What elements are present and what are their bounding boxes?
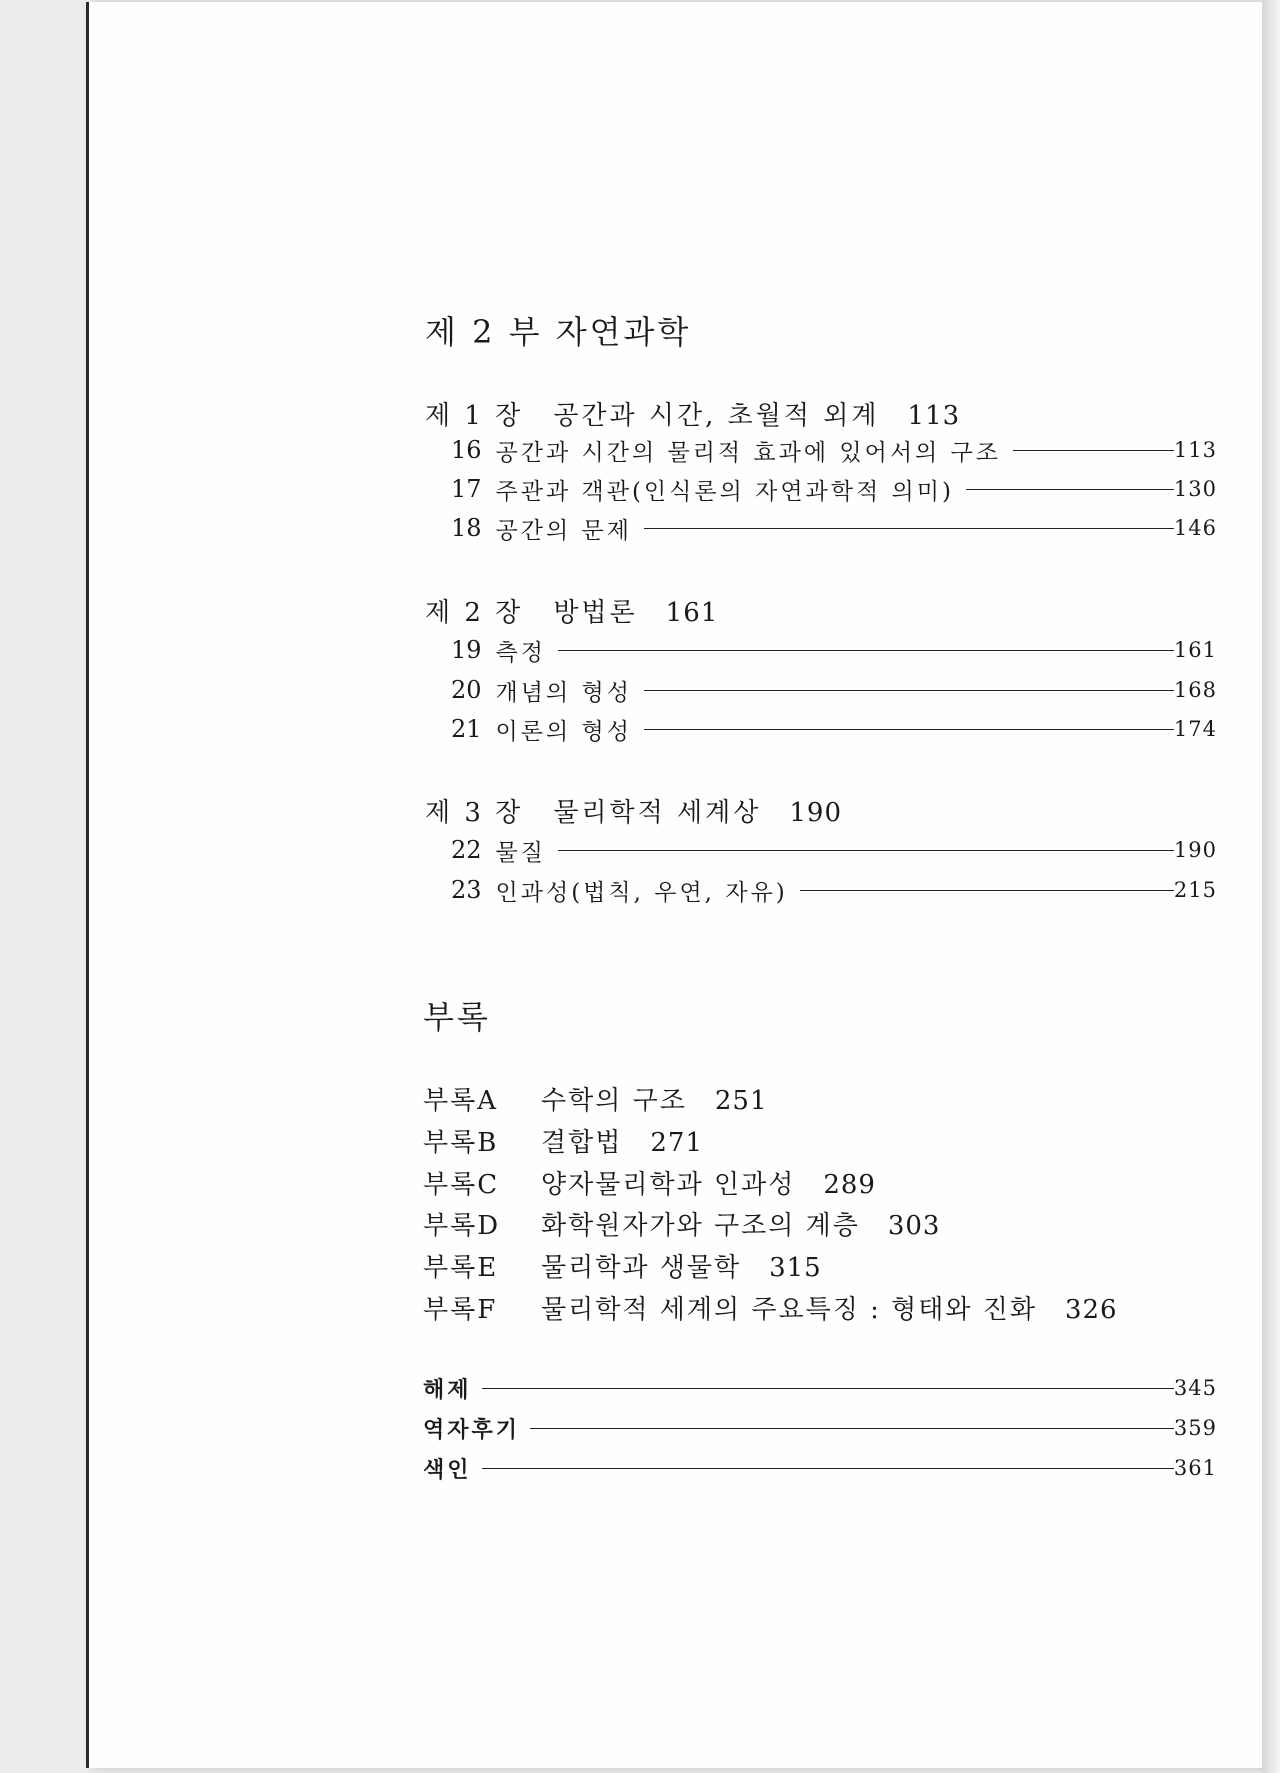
appendix-label: 부록B — [423, 1128, 499, 1158]
chapter-page: 113 — [907, 401, 961, 431]
dot-leader — [644, 528, 1174, 529]
entry-number: 21 — [451, 715, 482, 743]
appendix-page: 271 — [650, 1128, 703, 1158]
back-matter-entry — [423, 1372, 1217, 1404]
chapter-1-heading — [425, 395, 960, 432]
appendix-item — [423, 1080, 768, 1117]
appendix-page: 315 — [769, 1253, 822, 1283]
back-matter-title: 역자후기 — [423, 1417, 521, 1443]
back-matter-title: 해제 — [423, 1377, 472, 1403]
appendix-page: 251 — [714, 1086, 768, 1116]
dot-leader — [644, 690, 1174, 691]
entry-title: 물질 — [495, 839, 546, 866]
back-matter-page: 361 — [1173, 1456, 1217, 1480]
entry-number: 17 — [451, 475, 482, 503]
toc-entry — [451, 874, 1217, 906]
toc-entry — [451, 713, 1217, 745]
entry-title: 공간과 시간의 물리적 효과에 있어서의 구조 — [495, 439, 1002, 466]
entry-page: 130 — [1173, 477, 1217, 501]
chapter-label: 제 2 장 — [425, 598, 524, 628]
entry-page: 174 — [1173, 717, 1217, 741]
toc-entry — [451, 434, 1217, 466]
chapter-title: 방법론 — [553, 598, 638, 628]
entry-number: 22 — [451, 836, 482, 864]
appendix-label: 부록F — [423, 1295, 498, 1325]
appendix-page: 303 — [887, 1211, 941, 1241]
back-matter-entry — [423, 1412, 1217, 1444]
appendix-item — [423, 1122, 703, 1159]
page-edge-shadow — [1262, 0, 1280, 1773]
entry-title: 측정 — [495, 639, 546, 666]
entry-number: 23 — [451, 876, 482, 904]
appendix-label: 부록E — [423, 1253, 499, 1283]
dot-leader — [800, 890, 1174, 891]
entry-title: 인과성(법칙, 우연, 자유) — [495, 879, 788, 906]
dot-leader — [558, 850, 1174, 851]
chapter-label: 제 1 장 — [425, 401, 524, 431]
toc-entry — [451, 634, 1217, 666]
appendix-label: 부록C — [423, 1170, 500, 1200]
appendix-title: 부록 — [423, 998, 491, 1036]
appendix-item-title: 양자물리학과 인과성 — [541, 1170, 796, 1200]
appendix-item-title: 물리학과 생물학 — [541, 1253, 742, 1283]
appendix-item-title: 결합법 — [541, 1128, 623, 1158]
toc-entry — [451, 674, 1217, 706]
toc-entry — [451, 834, 1217, 866]
chapter-3-heading — [425, 792, 842, 829]
appendix-page: 326 — [1064, 1295, 1118, 1325]
back-matter-title: 색인 — [423, 1457, 472, 1483]
dot-leader — [482, 1468, 1174, 1469]
appendix-item-title: 물리학적 세계의 주요특징 : 형태와 진화 — [541, 1295, 1037, 1325]
chapter-page: 190 — [789, 798, 843, 828]
back-matter-page: 345 — [1173, 1376, 1217, 1400]
toc-entry — [451, 473, 1217, 505]
entry-title: 공간의 문제 — [495, 517, 632, 544]
entry-title: 이론의 형성 — [495, 718, 632, 745]
chapter-title: 공간과 시간, 초월적 외계 — [553, 401, 880, 431]
book-page — [86, 2, 1267, 1768]
appendix-label: 부록D — [423, 1211, 501, 1241]
appendix-item — [423, 1164, 876, 1201]
entry-page: 190 — [1173, 838, 1217, 862]
chapter-title: 물리학적 세계상 — [553, 798, 762, 828]
appendix-label: 부록A — [423, 1086, 499, 1116]
dot-leader — [558, 650, 1174, 651]
entry-title: 개념의 형성 — [495, 679, 632, 706]
appendix-item — [423, 1289, 1118, 1326]
chapter-2-heading — [425, 592, 718, 629]
part-title: 제 2 부 자연과학 — [425, 313, 692, 351]
appendix-item-title: 화학원자가와 구조의 계층 — [541, 1211, 860, 1241]
chapter-page: 161 — [665, 598, 719, 628]
entry-number: 19 — [451, 636, 482, 664]
toc-entry — [451, 512, 1217, 544]
back-matter-page: 359 — [1173, 1416, 1217, 1440]
dot-leader — [482, 1388, 1174, 1389]
entry-page: 113 — [1173, 438, 1217, 462]
appendix-item — [423, 1205, 940, 1242]
entry-title: 주관과 객관(인식론의 자연과학적 의미) — [495, 478, 954, 505]
appendix-page: 289 — [823, 1170, 876, 1200]
entry-page: 161 — [1173, 638, 1217, 662]
appendix-item-title: 수학의 구조 — [541, 1086, 687, 1116]
dot-leader — [966, 489, 1174, 490]
appendix-item — [423, 1247, 822, 1284]
entry-number: 20 — [451, 676, 482, 704]
dot-leader — [644, 729, 1174, 730]
chapter-label: 제 3 장 — [425, 798, 524, 828]
entry-number: 18 — [451, 514, 482, 542]
dot-leader — [1013, 450, 1174, 451]
entry-number: 16 — [451, 436, 482, 464]
entry-page: 215 — [1173, 878, 1217, 902]
dot-leader — [530, 1428, 1174, 1429]
back-matter-entry — [423, 1452, 1217, 1484]
entry-page: 146 — [1173, 516, 1217, 540]
entry-page: 168 — [1173, 678, 1217, 702]
